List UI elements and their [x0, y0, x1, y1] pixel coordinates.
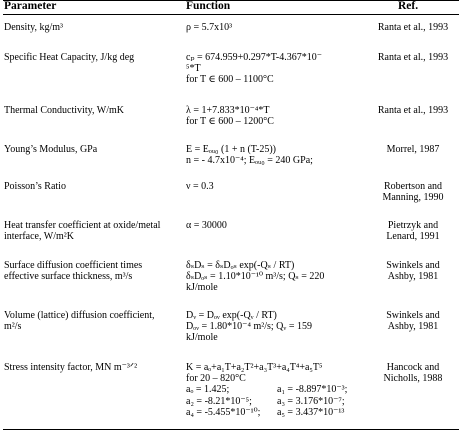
ref-line: Ranta et al., 1993 — [377, 105, 449, 116]
header-parameter: Parameter — [4, 0, 57, 12]
ref-cell — [368, 181, 458, 203]
parameter-line: Specific Heat Capacity, J/kg deg — [4, 52, 135, 63]
coefficient-line — [186, 407, 368, 418]
ref-line: Ranta et al., 1993 — [377, 22, 449, 33]
function-cell — [186, 260, 368, 294]
function-cell — [186, 105, 368, 127]
parameter-line: m²/s — [4, 321, 22, 333]
parameter-line: Density, kg/m³ — [4, 22, 64, 33]
function-cell — [186, 52, 368, 86]
ref-line: Swinkels and — [386, 260, 440, 271]
header-ref: Ref. — [398, 0, 419, 12]
ref-line: Swinkels and — [386, 310, 440, 321]
header-function: Function — [186, 0, 231, 12]
ref-line: Hancock and — [386, 362, 440, 373]
parameter-cell — [4, 260, 184, 282]
function-line: for T ∈ 600 – 1100°C — [186, 74, 274, 86]
ref-cell — [368, 310, 458, 332]
coefficient: a₃ = 3.176*10⁻⁷; — [277, 395, 345, 407]
ref-cell — [368, 52, 458, 63]
function-line: for T ∈ 600 – 1200°C — [186, 116, 274, 128]
parameter-cell — [4, 52, 184, 63]
ref-line: Ashby, 1981 — [387, 271, 439, 283]
parameter-line: Poisson’s Ratio — [4, 181, 66, 192]
parameter-line: Surface diffusion coefficient times — [4, 260, 143, 271]
ref-line: Manning, 1990 — [382, 192, 444, 204]
coefficient: a₂ = -8.21*10⁻⁵; — [186, 395, 252, 407]
function-line: ρ = 5.7x10³ — [186, 22, 233, 33]
function-cell — [186, 362, 368, 418]
ref-cell — [368, 105, 458, 116]
ref-line: Ranta et al., 1993 — [377, 52, 449, 63]
function-cell — [186, 220, 368, 231]
ref-line: Ashby, 1981 — [387, 321, 439, 333]
function-line: kJ/mole — [186, 332, 218, 344]
parameter-line: Heat transfer coefficient at oxide/metal — [4, 220, 161, 231]
coefficient-line — [186, 396, 368, 407]
parameter-line: Volume (lattice) diffusion coefficient, — [4, 310, 155, 321]
function-line: K = aₒ+a₁T+a₂T²+a₃T³+a₄T⁴+a₅T⁵ — [186, 362, 323, 373]
function-line: ⁵*T — [186, 63, 201, 75]
function-cell — [186, 181, 368, 192]
parameter-line: Thermal Conductivity, W/mK — [4, 105, 124, 116]
function-line: δₛDₒₛ = 1.10*10⁻¹⁰ m³/s; Qₛ = 220 — [186, 271, 325, 283]
parameter-line: Young’s Modulus, GPa — [4, 144, 98, 155]
function-cell — [186, 22, 368, 33]
parameter-cell — [4, 181, 184, 192]
function-line: cₚ = 674.959+0.297*T-4.367*10⁻ — [186, 52, 323, 63]
table-top-rule — [3, 0, 459, 1]
parameter-cell — [4, 220, 184, 242]
function-cell — [186, 310, 368, 344]
header-rule — [3, 14, 459, 15]
function-cell — [186, 144, 368, 166]
parameter-cell — [4, 105, 184, 116]
ref-line: Pietrzyk and — [387, 220, 439, 231]
ref-cell — [368, 220, 458, 242]
function-line: Dᵥ = Dₒᵥ exp(-Qᵥ / RT) — [186, 310, 277, 321]
parameter-cell — [4, 362, 184, 373]
ref-cell — [368, 22, 458, 33]
function-line: δₛDₛ = δₛDₒₛ exp(-Qₛ / RT) — [186, 260, 295, 271]
function-line: E = Eₒᵤ₀ (1 + n (T-25)) — [186, 144, 276, 155]
ref-line: Morrel, 1987 — [386, 144, 440, 155]
parameter-cell — [4, 310, 184, 332]
ref-line: Robertson and — [383, 181, 443, 192]
parameter-cell — [4, 144, 184, 155]
function-line: Dₒᵥ = 1.80*10⁻⁴ m²/s; Qᵥ = 159 — [186, 321, 312, 333]
ref-line: Lenard, 1991 — [386, 231, 440, 243]
function-line: α = 30000 — [186, 220, 227, 231]
coefficient: a₁ = -8.897*10⁻³; — [277, 384, 348, 396]
ref-cell — [368, 362, 458, 384]
function-line: ν = 0.3 — [186, 181, 214, 192]
coefficient-line — [186, 384, 368, 395]
function-line: kJ/mole — [186, 282, 218, 294]
function-line: for 20 – 820°C — [186, 373, 246, 385]
function-line: n = - 4.7x10⁻⁴; Eₒᵤ₀ = 240 GPa; — [186, 155, 313, 167]
coefficient: a₅ = 3.437*10⁻¹³ — [277, 406, 345, 418]
ref-line: Nicholls, 1988 — [383, 373, 443, 385]
table-bottom-rule — [3, 429, 459, 430]
ref-cell — [368, 260, 458, 282]
function-line: λ = 1+7.833*10⁻⁴*T — [186, 105, 270, 116]
parameter-line: effective surface thickness, m³/s — [4, 271, 133, 283]
parameter-cell — [4, 22, 184, 33]
ref-cell — [368, 144, 458, 155]
coefficient: aₒ = 1.425; — [186, 384, 230, 396]
parameter-line: Stress intensity factor, MN m⁻³ᐟ² — [4, 362, 138, 373]
parameter-line: interface, W/m²K — [4, 231, 75, 243]
coefficient: a₄ = -5.455*10⁻¹⁰; — [186, 406, 261, 418]
